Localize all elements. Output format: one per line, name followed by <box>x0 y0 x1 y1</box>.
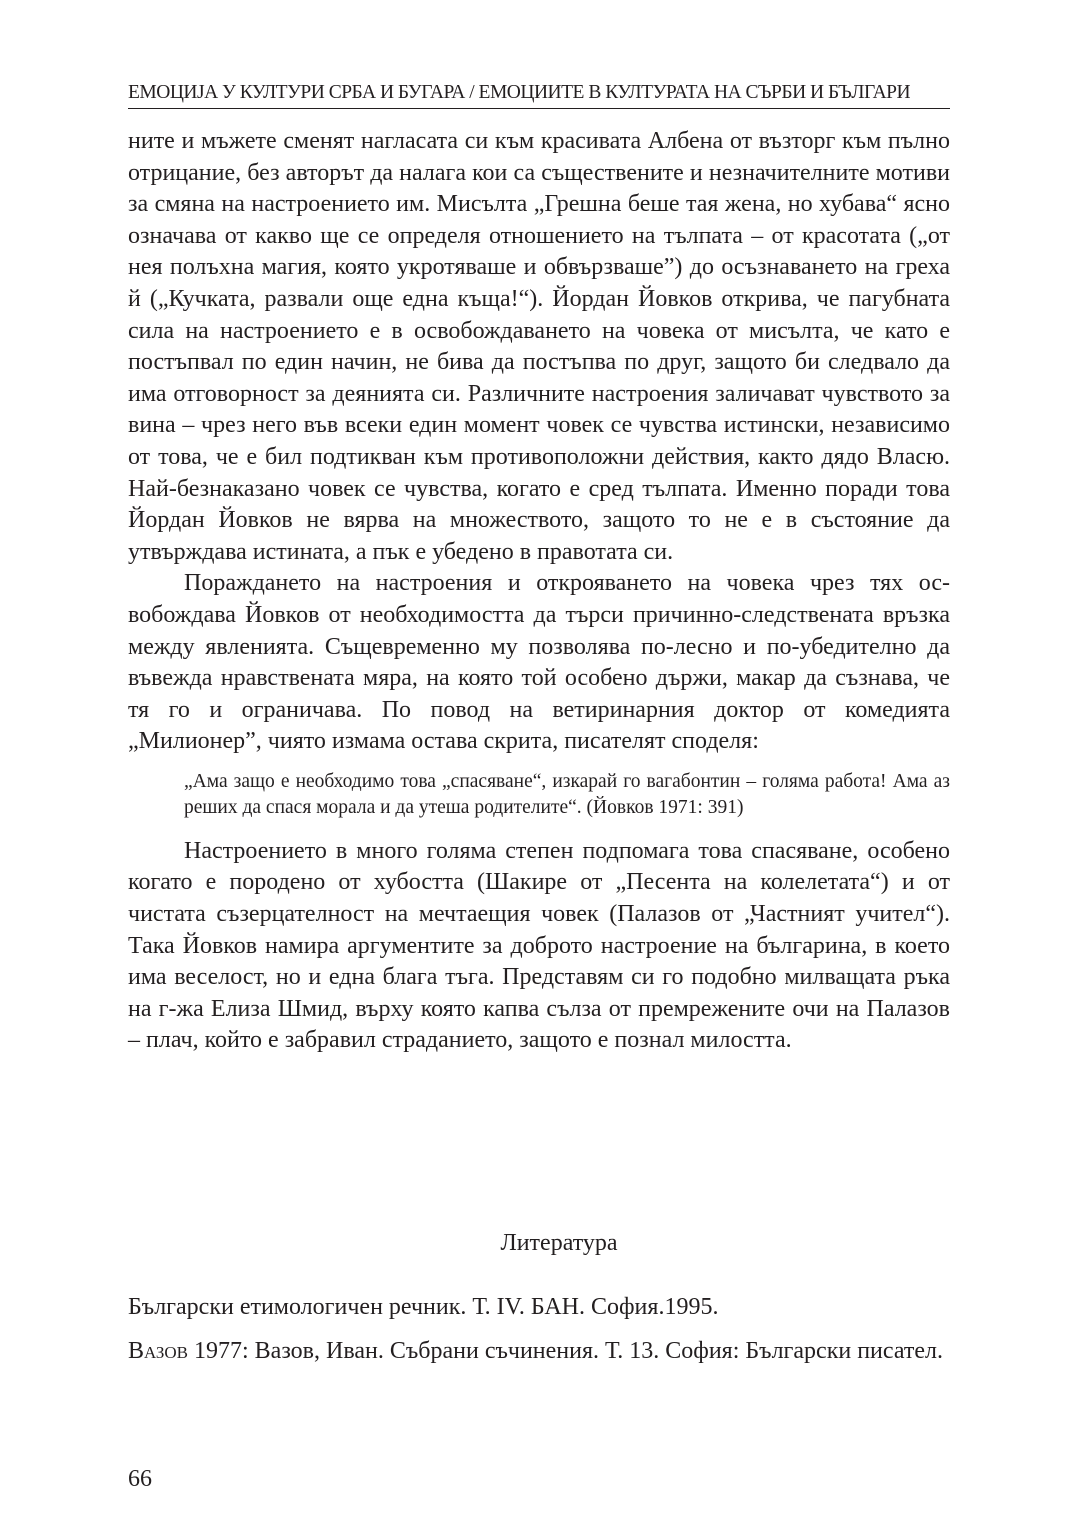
paragraph-1: ните и мъжете сменят нагласата си към красивата Албена от възторг към пълно отрицание, без авторът да налага кои са съществените и незначителните мотиви за смяна на настроението им. Мисълта „Грешна беше тая жена, но хубава“ ясно означава от какво ще се определя отношението на тълпата – от красотата („от нея полъхна магия, която укротяваше и обвързваше”) до осъзнаването на греха й („Кучката, развали още една къща!“). Йордан Йовков открива, че пагубната сила на настроението е в освобождаването на човека от мисълта, че като е постъпвал по един начин, не бива да постъпва по друг, защото би следвало да има отговорност за деянията си. Различните настроения заличават чувството за вина – чрез него във всеки един момент човек се чувства истински, независимо от това, че е бил подтикван към противоположни действия, както дядо Власю. Най-безнаказано човек се чувства, когато е сред тълпата. Именно поради това Йордан Йовков не вярва на множеството, защото то не е в състояние да утвърждава истината, а пък е убедено в правотата си. <box>128 128 950 565</box>
literature-heading: Литература <box>500 1230 618 1256</box>
reference-item <box>128 1292 950 1324</box>
reference-author: Вазов 1977: <box>128 1337 249 1364</box>
paragraph-3: Настроението в много голяма степен подпомага това спасяване, особено когато е породено от хубостта (Шакире от „Песента на колелетата“) и от чистата съзерцателност на мечтаещия човек (Палазов от „Частният учител“). Така Йовков намира аргументите за доброто настроение на българина, в което има веселост, но и една блага тъга. Представям си го подобно милващата ръка на г-жа Елиза Шмид, върху която капва сълза от премрежените очи на Палазов – плач, който е забравил страданието, защото е познал милостта. <box>128 837 950 1054</box>
reference-item <box>128 1336 950 1368</box>
paragraph-2: Пораждането на настроения и открояването на човека чрез тях освобождава Йовков от необходимостта да търси причинно-следствената връзка между явленията. Същевременно му позволява по-лесно и по-убедително да въвежда нравствената мяра, на която той особено държи, макар да съзнава, че тя го и ограничава. По повод на ветиринарния доктор от комедията „Милионер”, чиято измама остава скрита, писателят споделя: <box>128 570 950 755</box>
reference-text: Вазов, Иван. Събрани съчинения. Т. 13. София: Български писател. <box>248 1337 943 1364</box>
page-number: 66 <box>128 1466 152 1492</box>
reference-list <box>128 1292 950 1379</box>
block-quote: „Ама защо е необходимо това „спасяване“, изкарай го вагабонтин – голяма работа! Ама аз реших да спася морала и да утеша родителите“. (Йовков 1971: 391) <box>184 770 950 818</box>
main-text <box>128 126 950 1057</box>
reference-text: Български етимологичен речник. Т. IV. БАН. София.1995. <box>128 1294 719 1320</box>
running-head: ЕМОЦИЈА У КУЛТУРИ СРБА И БУГАРА / ЕМОЦИИТЕ В КУЛТУРАТА НА СЪРБИ И БЪЛГАРИ <box>128 82 950 109</box>
